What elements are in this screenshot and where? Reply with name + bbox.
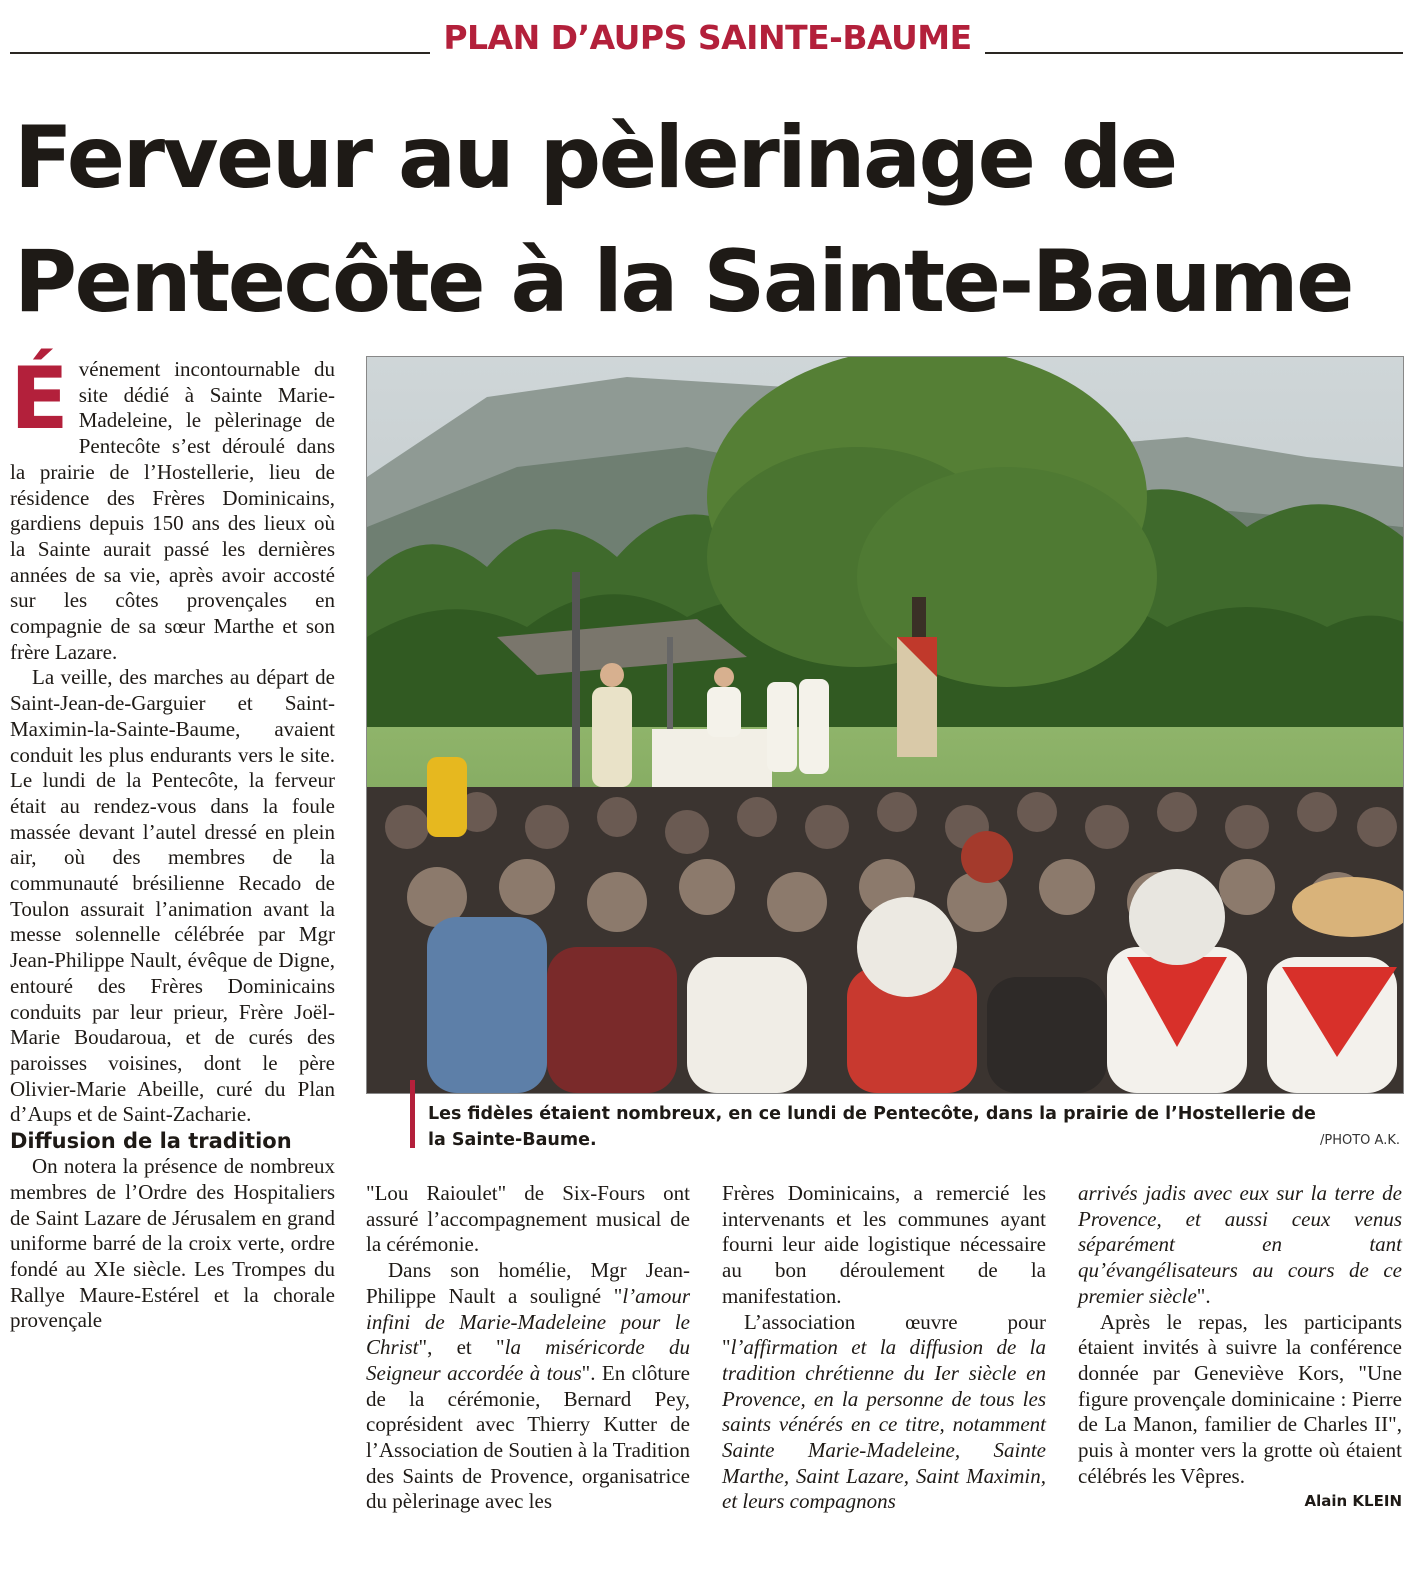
- col4-paragraph-2: Après le repas, les participants étaient invités à suivre la conférence donnée par Geneviève Kors, "Une figure provençale dominicaine : Pierre de La Manon, familier de Charles II", puis à monter vers la grotte où étaient célébrés les Vêpres.: [1078, 1309, 1402, 1488]
- col3-paragraph-2: L’association œuvre pour "l’affirmation et la diffusion de la tradition chrétienne du Ier siècle en Provence, en la personne de tous les saints vénérés en ce titre, notamment Sainte Marie-Madeleine, Sainte Marthe, Saint Lazare, Saint Maximin, et leurs compagnons: [722, 1309, 1046, 1514]
- headline-line-1: Ferveur au pèlerinage de: [14, 108, 1176, 208]
- paragraph-2: La veille, des marches au départ de Saint-Jean-de-Garguier et Saint-Maximin-la-Sainte-Baume, avaient conduit les plus endurants vers le site. Le lundi de la Pentecôte, la ferveur était au rendez-vous dans la foule massée devant l’autel dressé en plein air, où des membres de la communauté brésilienne Recado de Toulon assurait l’animation avant la messe solennelle célébrée par Mgr Jean-Philippe Nault, évêque de Digne, entouré des Frères Dominicains conduits par leur prieur, Frère Joël-Marie Boudaroua, et de curés des paroisses voisines, dont le père Olivier-Marie Abeille, curé du Plan d’Aups et de Saint-Zacharie.: [10, 665, 335, 1127]
- drop-cap: É: [10, 349, 69, 449]
- photo-caption: Les fidèles étaient nombreux, en ce lundi de Pentecôte, dans la prairie de l’Hostellerie de la Sainte-Baume.: [428, 1104, 1316, 1150]
- headline-line-2: Pentecôte à la Sainte-Baume: [14, 232, 1352, 332]
- photo-illustration: [367, 357, 1403, 1093]
- col3-paragraph-1: Frères Dominicains, a remercié les intervenants et les communes ayant fourni leur aide logistique nécessaire au bon déroulement de la manifestation.: [722, 1181, 1046, 1308]
- caption-accent-bar: [410, 1080, 415, 1148]
- col2-paragraph-1: "Lou Raioulet" de Six-Fours ont assuré l’accompagnement musical de la cérémonie.: [366, 1181, 690, 1257]
- col4-paragraph-1: arrivés jadis avec eux sur la terre de Provence, et aussi ceux venus séparément en tant qu’évangélisateurs au cours de ce premier siècle".: [1078, 1181, 1402, 1308]
- paragraph-3: On notera la présence de nombreux membres de l’Ordre des Hospitaliers de Saint Lazare de Jérusalem en grand uniforme barré de la croix verte, ordre fondé au XIe siècle. Les Trompes du Rallye Maure-Estérel et la chorale provençale: [10, 1154, 335, 1333]
- intro-paragraph: Événement incontournable du site dédié à Sainte Marie-Madeleine, le pèlerinage de Pentecôte s’est déroulé dans la prairie de l’Hostellerie, lieu de résidence des Frères Dominicains, gardiens depuis 150 ans des lieux où la Sainte aurait passé les dernières années de sa vie, après avoir accosté sur les côtes provençales en compagnie de sa sœur Marthe et son frère Lazare.: [10, 349, 335, 664]
- kicker-rule-right: [985, 52, 1403, 54]
- headline: [14, 96, 1414, 344]
- col2-paragraph-2: Dans son homélie, Mgr Jean-Philippe Nault a souligné "l’amour infini de Marie-Madeleine pour le Christ", et "la miséricorde du Seigneur accordée à tous". En clôture de la cérémonie, Bernard Pey, coprésident avec Thierry Kutter de l’Association de Soutien à la Tradition des Saints de Provence, organisatrice du pèlerinage avec les: [366, 1258, 690, 1514]
- article-column-2: [366, 1181, 690, 1515]
- photo-credit: /PHOTO A.K.: [1320, 1133, 1400, 1148]
- article-column-3: [722, 1181, 1046, 1515]
- article-photo: [366, 356, 1404, 1094]
- article-column-1: [10, 349, 335, 1334]
- author-signature: Alain KLEIN: [1304, 1492, 1402, 1511]
- kicker-rule-left: [10, 52, 430, 54]
- subhead: Diffusion de la tradition: [10, 1129, 292, 1154]
- section-kicker: PLAN D’AUPS SAINTE-BAUME: [443, 18, 972, 57]
- article-column-4: [1078, 1181, 1402, 1515]
